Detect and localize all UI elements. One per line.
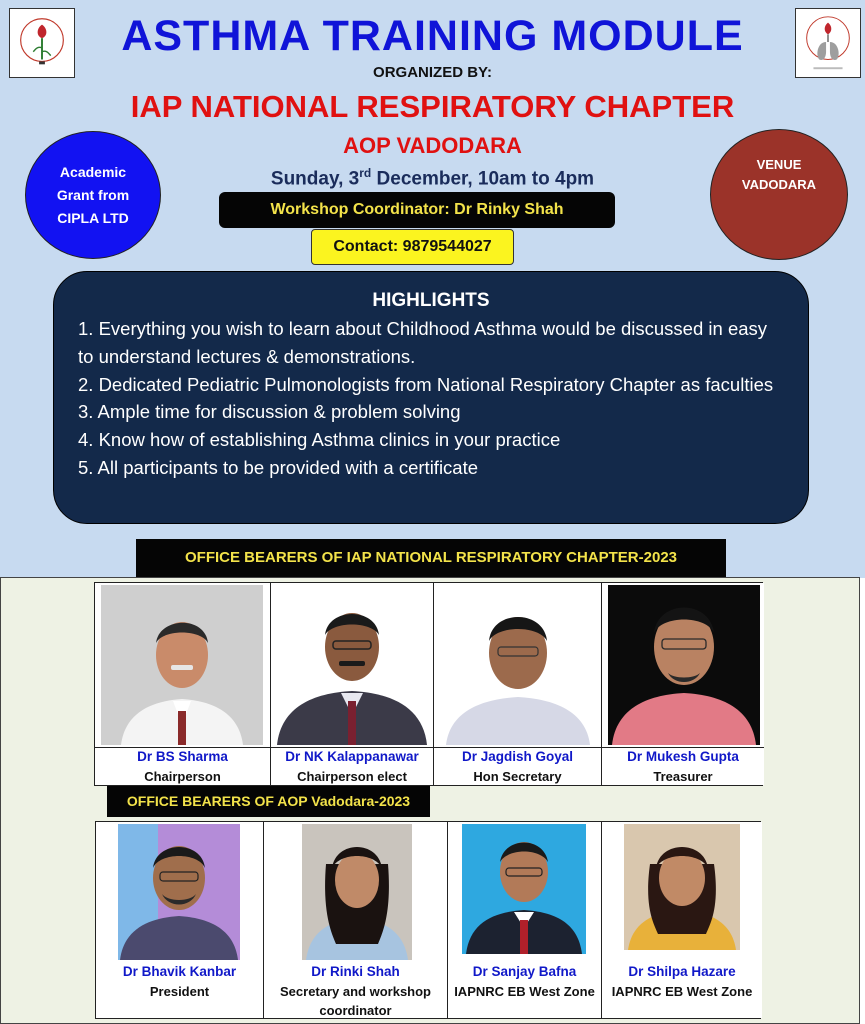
page-title: ASTHMA TRAINING MODULE (121, 12, 744, 60)
person-role: Chairperson elect (297, 769, 407, 784)
date-suffix: December, 10am to 4pm (371, 168, 595, 190)
person-name: Dr BS Sharma (137, 749, 228, 764)
contact-banner: Contact: 9879544027 (311, 229, 514, 265)
grant-circle (25, 131, 161, 259)
person-role-line-1: IAPNRC EB West Zone (611, 984, 753, 999)
aop-name: AOP VADODARA (343, 133, 522, 158)
person-card (602, 583, 764, 785)
person-role: Treasurer (653, 769, 713, 784)
person-role: Hon Secretary (473, 769, 562, 784)
national-bearers-grid (94, 582, 763, 786)
person-photo (462, 824, 586, 954)
organized-by-label: ORGANIZED BY: (373, 64, 492, 81)
person-card (264, 822, 448, 1018)
venue-circle (710, 129, 848, 260)
person-name: Dr NK Kalappanawar (285, 749, 419, 764)
aop-bearers-banner: OFFICE BEARERS OF AOP Vadodara-2023 (107, 786, 430, 817)
person-name: Dr Shilpa Hazare (628, 964, 736, 979)
person-card (96, 822, 264, 1018)
caption-divider (602, 747, 764, 748)
person-role (96, 982, 263, 1001)
person-card (602, 822, 762, 1018)
person-photo (273, 585, 431, 745)
person-role-line-1: Secretary and workshop (280, 984, 431, 999)
person-photo (624, 824, 740, 950)
highlight-item: 2. Dedicated Pediatric Pulmonologists from National Respiratory Chapter as faculties (78, 373, 774, 395)
person-card (448, 822, 602, 1018)
highlight-item: 1. Everything you wish to learn about Childhood Asthma would be discussed in easy to understand lectures & demonstrations. (78, 318, 768, 367)
date-prefix: Sunday, 3 (270, 168, 360, 190)
person-role (448, 982, 601, 1001)
caption-divider (271, 747, 433, 748)
person-name: Dr Bhavik Kanbar (122, 964, 237, 979)
highlights-title: HIGHLIGHTS (372, 290, 490, 311)
person-role-line-2: coordinator (319, 1003, 392, 1018)
person-role (264, 982, 447, 1020)
person-name: Dr Sanjay Bafna (472, 964, 577, 979)
person-photo (118, 824, 240, 960)
grant-line-3: CIPLA LTD (57, 209, 129, 226)
person-name: Dr Mukesh Gupta (627, 749, 739, 764)
highlights-list (78, 315, 784, 482)
person-role (602, 982, 762, 1001)
person-card (271, 583, 434, 785)
grant-line-1: Academic (59, 163, 127, 180)
caption-divider (434, 747, 601, 748)
grant-line-2: Grant from (56, 186, 130, 203)
person-card (95, 583, 271, 785)
person-photo (608, 585, 760, 745)
aop-bearers-grid (95, 821, 761, 1019)
highlight-item: 4. Know how of establishing Asthma clinics in your practice (78, 429, 561, 451)
organizer-name: IAP NATIONAL RESPIRATORY CHAPTER (130, 89, 735, 124)
caption-divider (95, 747, 270, 748)
highlights-panel (53, 271, 809, 524)
person-role: Chairperson (144, 769, 221, 784)
national-bearers-banner: OFFICE BEARERS OF IAP NATIONAL RESPIRATORY CHAPTER-2023 (136, 539, 726, 577)
person-photo (302, 824, 412, 960)
venue-line-2: VADODARA (741, 176, 817, 192)
person-photo (440, 595, 596, 745)
person-card (434, 583, 602, 785)
workshop-coordinator-banner: Workshop Coordinator: Dr Rinky Shah (219, 192, 615, 228)
highlight-item: 3. Ample time for discussion & problem solving (78, 401, 461, 423)
person-name: Dr Jagdish Goyal (461, 749, 574, 764)
venue-line-1: VENUE (756, 156, 802, 172)
date-superscript: rd (359, 166, 372, 180)
person-photo (101, 585, 263, 745)
person-role-line-1: President (149, 984, 210, 999)
person-role-line-1: IAPNRC EB West Zone (454, 984, 595, 999)
highlight-item: 5. All participants to be provided with a certificate (78, 456, 479, 478)
person-name: Dr Rinki Shah (311, 964, 400, 979)
